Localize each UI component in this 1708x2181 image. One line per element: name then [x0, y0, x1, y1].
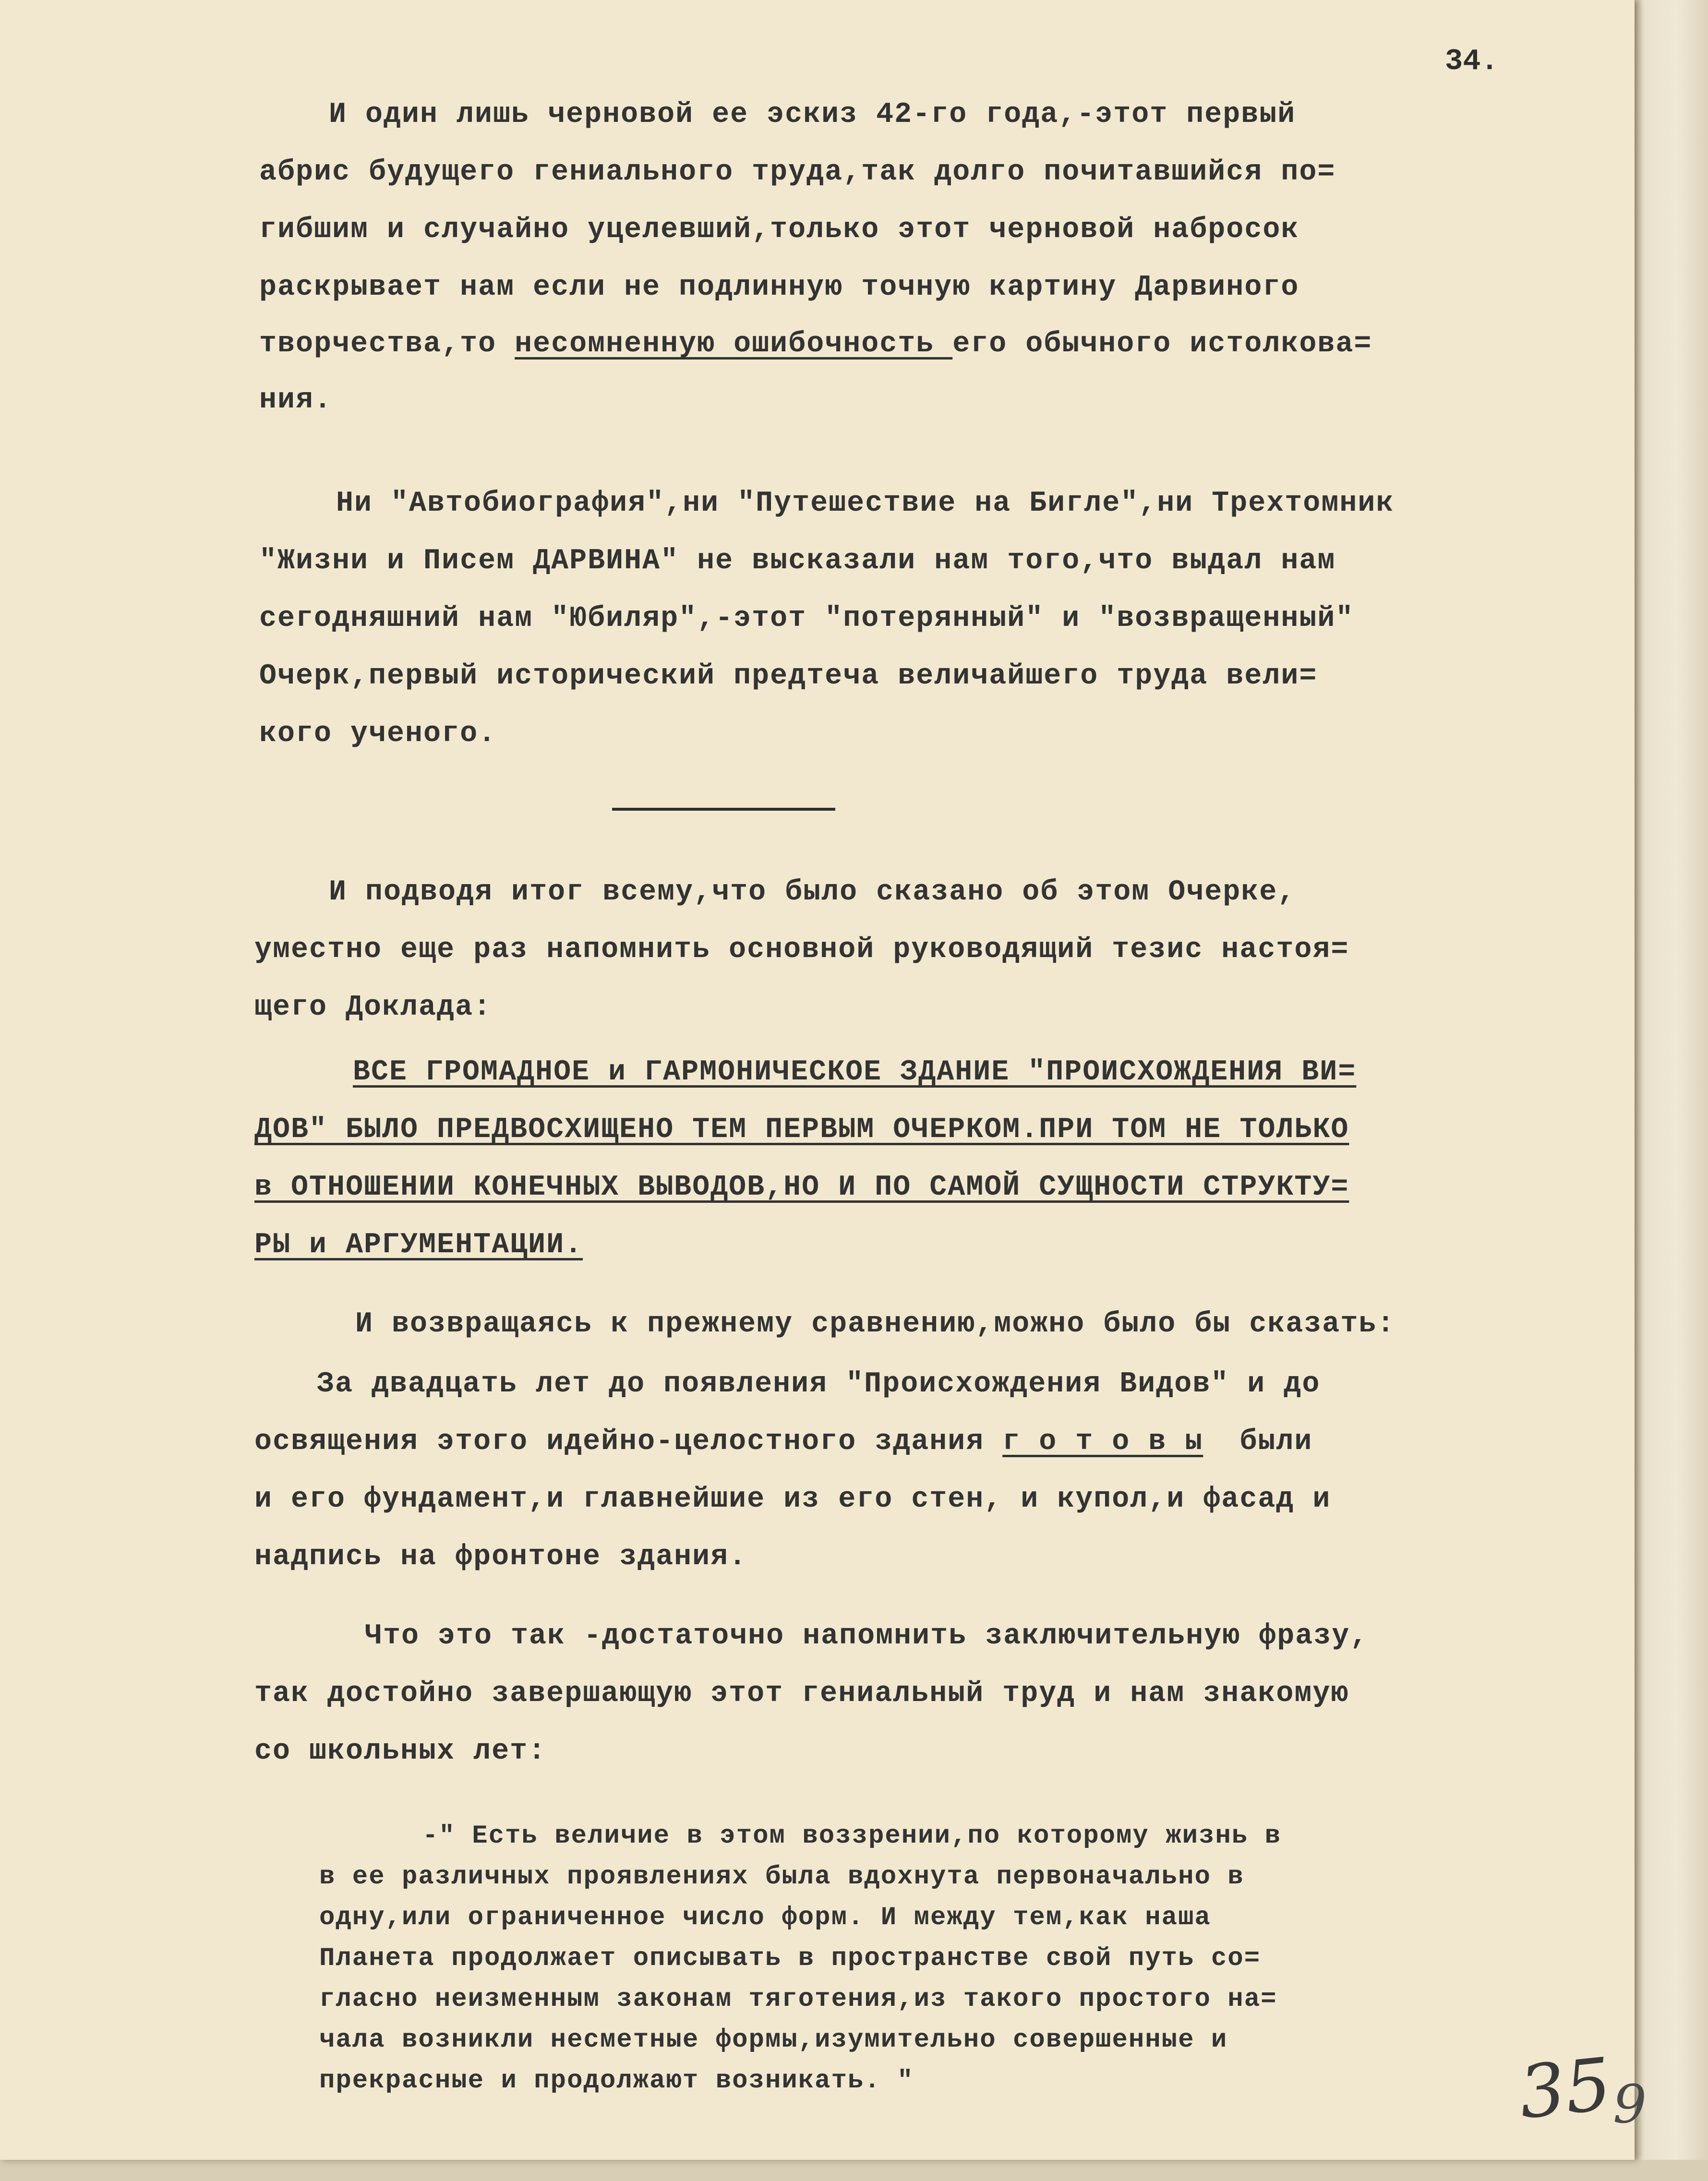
handwritten-folio-number: 35 [1515, 2042, 1615, 2135]
handwritten-margin-mark: 9 [1613, 2073, 1647, 2135]
thesis-line: в ОТНОШЕНИИ КОНЕЧНЫХ ВЫВОДОВ,НО И ПО САМОЙ СУЩНОСТИ СТРУКТУ= [254, 1171, 1349, 1204]
text-line: раскрывает нам если не подлинную точную картину Дарвиного [259, 271, 1299, 304]
underlined-phrase: несомненную ошибочность [515, 328, 953, 360]
section-divider [612, 808, 835, 811]
underlined-word: г о т о в ы [1002, 1426, 1203, 1458]
quote-line: прекрасные и продолжают возникать. " [319, 2066, 914, 2096]
text-segment: его обычного истолкова= [952, 328, 1372, 360]
text-line: "Жизни и Писем ДАРВИНА" не высказали нам того,что выдал нам [259, 545, 1336, 577]
text-line [254, 1426, 1312, 1458]
text-line: ния. [259, 384, 333, 417]
text-line: И возвращаясь к прежнему сравнению,можно было бы сказать: [355, 1308, 1395, 1341]
text-line: гибшим и случайно уцелевший,только этот черновой набросок [259, 214, 1299, 246]
text-line: За двадцать лет до появления "Происхождения Видов" и до [317, 1368, 1321, 1401]
scan-bottom-strip [0, 2160, 1708, 2181]
quote-line: Планета продолжает описывать в пространстве свой путь со= [319, 1944, 1261, 1973]
text-line: и его фундамент,и главнейшие из его стен, и купол,и фасад и [254, 1483, 1331, 1516]
thesis-line: РЫ и АРГУМЕНТАЦИИ. [254, 1229, 583, 1261]
text-line: И подводя итог всему,что было сказано об этом Очерке, [329, 876, 1296, 909]
text-line: Ни "Автобиография",ни "Путешествие на Бигле",ни Трехтомник [336, 487, 1395, 520]
text-line: уместно еще раз напомнить основной руководящий тезис настоя= [254, 934, 1349, 966]
quote-line: одну,или ограниченное число форм. И между тем,как наша [319, 1903, 1211, 1932]
quote-line: в ее различных проявлениях была вдохнута первоначально в [319, 1862, 1244, 1892]
text-line: щего Доклада: [254, 991, 492, 1024]
text-line: абрис будущего гениального труда,так долго почитавшийся по= [259, 156, 1336, 189]
text-line: кого ученого. [259, 718, 497, 750]
text-segment: творчества,то [259, 328, 515, 360]
text-line: так достойно завершающую этот гениальный труд и нам знакомую [254, 1678, 1349, 1710]
quote-line: гласно неизменным законам тяготения,из такого простого на= [319, 1985, 1277, 2014]
quote-line: -" Есть величие в этом воззрении,по которому жизнь в [422, 1821, 1282, 1851]
underlying-page-edge [1630, 0, 1708, 2181]
text-line: Очерк,первый исторический предтеча величайшего труда вели= [259, 660, 1318, 693]
text-line: со школьных лет: [254, 1735, 547, 1768]
text-segment: были [1203, 1426, 1313, 1458]
text-line: И один лишь черновой ее эскиз 42-го года,-этот первый [329, 98, 1296, 131]
text-line: сегодняшний нам "Юбиляр",-этот "потерянный" и "возвращенный" [259, 602, 1354, 635]
page-number: 34. [1445, 44, 1499, 78]
thesis-line: ВСЕ ГРОМАДНОЕ и ГАРМОНИЧЕСКОЕ ЗДАНИЕ "ПРОИСХОЖДЕНИЯ ВИ= [353, 1056, 1357, 1089]
thesis-line: ДОВ" БЫЛО ПРЕДВОСХИЩЕНО ТЕМ ПЕРВЫМ ОЧЕРКОМ.ПРИ ТОМ НЕ ТОЛЬКО [254, 1114, 1349, 1146]
text-line [259, 328, 1372, 360]
text-line: Что это так -достаточно напомнить заключительную фразу, [365, 1620, 1369, 1653]
quote-line: чала возникли несметные формы,изумительно совершенные и [319, 2025, 1228, 2055]
text-segment: освящения этого идейно-целостного здания [254, 1426, 1003, 1458]
text-line: надпись на фронтоне здания. [254, 1541, 747, 1573]
